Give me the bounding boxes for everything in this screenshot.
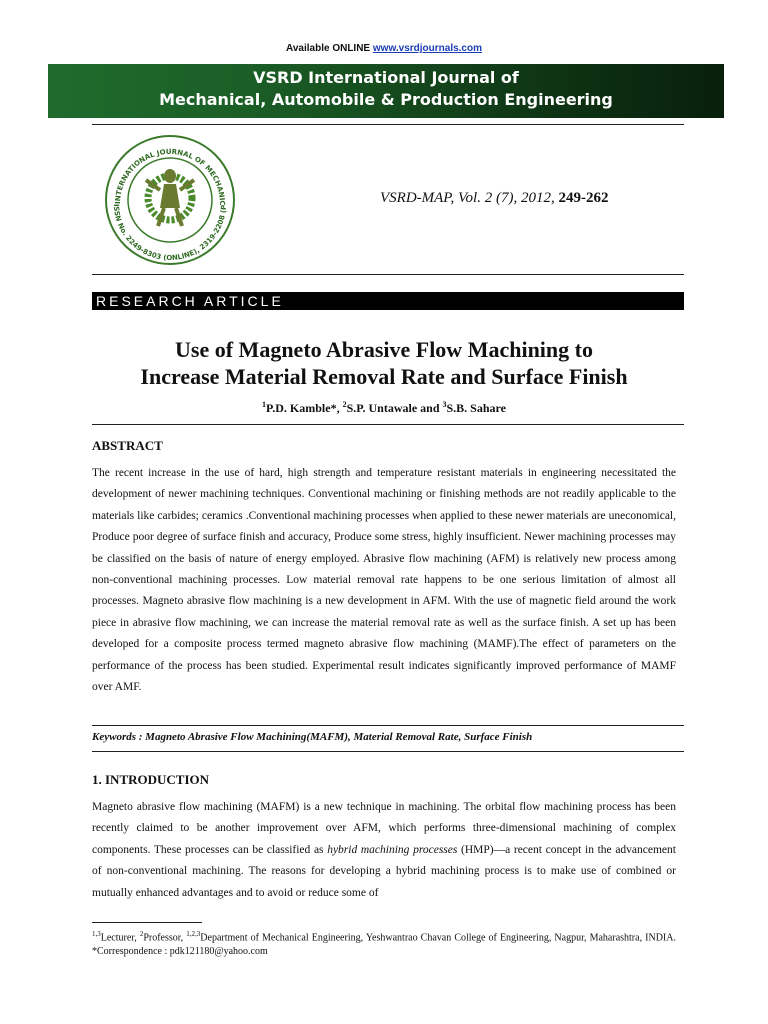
authors-divider [92,424,684,425]
introduction-heading: 1. INTRODUCTION [92,772,210,787]
journal-banner [48,64,724,118]
paper-title-line2: Increase Material Removal Rate and Surface Finish [140,364,628,389]
paper-title-line1: Use of Magneto Abrasive Flow Machining to [175,337,593,362]
citation-pages: 249-262 [558,190,609,206]
journal-title-line2: Mechanical, Automobile & Production Engineering [159,90,613,109]
journal-url-link[interactable]: www.vsrdjournals.com [372,43,482,54]
keywords-divider-top [92,725,684,726]
author-name: S.B. Sahare [446,401,506,415]
abstract-heading: ABSTRACT [92,438,163,453]
svg-text:INTERNATIONAL JOURNAL OF MECHA: INTERNATIONAL JOURNAL OF MECHANIC [113,147,227,206]
header-divider-bottom [92,274,684,275]
hybrid-term: hybrid machining processes [327,843,458,856]
footnote: $^{1,3}$Lecturer, $^2$Professor, $^{1,2,3}$Department of Mechanical Engineering, Yeshwantrao Chavan College of Engineering, Nagpur, Maharashtra, INDIA. *Correspondence : pdk121180@yahoo.com [92,930,676,958]
abstract-body: The recent increase in the use of hard, high strength and temperature resistant materials in engineering necessitated the development of newer machining techniques. Conventional machining or finishing methods are not readily applicable to the materials like carbides; ceramics .Conventional machining processes when applied to these newer materials are uneconomical, Produce poor degree of surface finish and accuracy, Produce some stress, highly insufficient. Newer machining processes may be classified on the basis of nature of energy employed. Abrasive flow machining (AFM) is relatively new process among non-conventional machining processes. Low material removal rate happens to be one serious limitation of almost all processes. Magneto abrasive flow machining is a new development in AFM. With the use of magnetic field around the work piece in abrasive flow machining, we can increase the material removal rate as well as the surface finish. A set up has been developed for a composite process termed magneto abrasive flow machining (MAMF).The effect of parameters on the performance of the process has been studied. Experimental result indicates significantly improved performance of MAMF over AMF. [92,467,676,694]
section-tag: RESEARCH ARTICLE [92,292,684,310]
author-name: P.D. Kamble*, [266,401,343,415]
keywords: Keywords : Magneto Abrasive Flow Machining(MAFM), Material Removal Rate, Surface Finish [92,731,533,743]
svg-text:ISSN No. 2249-8303 (ONLINE), 2: ISSN No. 2249-8303 (ONLINE), 2319-2208 (P [111,203,229,263]
footnote-divider [92,922,202,923]
author-affil-sup: 3 [442,400,447,409]
author-list [0,400,768,416]
citation-text: VSRD-MAP, Vol. 2 (7), 2012, [380,190,555,206]
available-label: Available ONLINE [286,43,371,54]
availability-line [0,43,768,54]
citation [380,190,608,207]
introduction-body: Magneto abrasive flow machining (MAFM) is a new technique in machining. The orbital flow machining process has been recently claimed to be another improvement over AFM, which performs three-dimensional machining of complex components. These processes can be classified as hybrid machining processes (HMP)—a recent concept in the advancement of non-conventional machining. The reasons for developing a hybrid machining process is to make use of combined or mutually enhanced advantages and to avoid or reduce some of [92,801,676,899]
header-divider-top [92,124,684,125]
vsrd-logo-icon [86,128,254,268]
author-affil-sup: 1 [262,400,267,409]
keywords-divider-bottom [92,751,684,752]
paper-title [60,336,708,390]
author-affil-sup: 2 [342,400,347,409]
journal-title-line1: VSRD International Journal of [253,68,519,87]
author-name: S.P. Untawale and [346,401,443,415]
